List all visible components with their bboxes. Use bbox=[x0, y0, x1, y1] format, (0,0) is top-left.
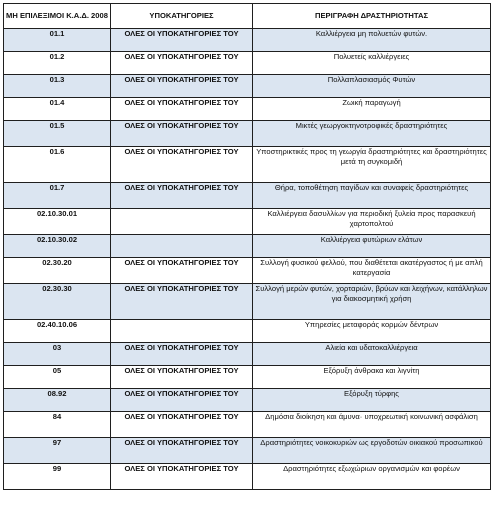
description-cell: Πολλαπλασιασμός Φυτών bbox=[253, 75, 491, 98]
code-cell: 97 bbox=[4, 438, 111, 464]
description-cell: Μικτές γεωργοκτηνοτροφικές δραστηριότητες bbox=[253, 121, 491, 147]
table-row bbox=[4, 412, 491, 438]
table-row bbox=[4, 320, 491, 343]
table-body bbox=[4, 29, 491, 490]
description-cell: Πολυετείς καλλιέργειες bbox=[253, 52, 491, 75]
description-cell: Δραστηριότητες νοικοκυριών ως εργοδοτών οικιακού προσωπικού bbox=[253, 438, 491, 464]
table-row bbox=[4, 284, 491, 320]
description-cell: Καλλιέργεια φυτώριων ελάτων bbox=[253, 235, 491, 258]
table-row bbox=[4, 343, 491, 366]
description-cell: Εξόρυξη τύρφης bbox=[253, 389, 491, 412]
description-cell: Δραστηριότητες εξωχώριων οργανισμών και φορέων bbox=[253, 464, 491, 490]
header-code: ΜΗ ΕΠΙΛΕΞΙΜΟΙ Κ.Α.Δ. 2008 bbox=[4, 4, 111, 29]
subcategory-cell: ΟΛΕΣ ΟΙ ΥΠΟΚΑΤΗΓΟΡΙΕΣ ΤΟΥ bbox=[111, 52, 253, 75]
table-row bbox=[4, 98, 491, 121]
table-row bbox=[4, 29, 491, 52]
subcategory-cell bbox=[111, 235, 253, 258]
code-cell: 05 bbox=[4, 366, 111, 389]
description-cell: Συλλογή φυσικού φελλού, που διαθέτεται ακατέργαστος ή με απλή κατεργασία bbox=[253, 258, 491, 284]
subcategory-cell bbox=[111, 209, 253, 235]
subcategory-cell: ΟΛΕΣ ΟΙ ΥΠΟΚΑΤΗΓΟΡΙΕΣ ΤΟΥ bbox=[111, 284, 253, 320]
description-cell: Αλιεία και υδατοκαλλιέργεια bbox=[253, 343, 491, 366]
code-cell: 02.10.30.02 bbox=[4, 235, 111, 258]
description-cell: Συλλογή μερών φυτών, χορταριών, βρύων και λειχήνων, κατάλληλων για διακοσμητική χρήση bbox=[253, 284, 491, 320]
document-page bbox=[3, 3, 491, 490]
description-cell: Δημόσια διοίκηση και άμυνα· υποχρεωτική κοινωνική ασφάλιση bbox=[253, 412, 491, 438]
description-cell: Ζωική παραγωγή bbox=[253, 98, 491, 121]
subcategory-cell: ΟΛΕΣ ΟΙ ΥΠΟΚΑΤΗΓΟΡΙΕΣ ΤΟΥ bbox=[111, 412, 253, 438]
header-description: ΠΕΡΙΓΡΑΦΗ ΔΡΑΣΤΗΡΙΟΤΗΤΑΣ bbox=[253, 4, 491, 29]
code-cell: 08.92 bbox=[4, 389, 111, 412]
subcategory-cell: ΟΛΕΣ ΟΙ ΥΠΟΚΑΤΗΓΟΡΙΕΣ ΤΟΥ bbox=[111, 121, 253, 147]
table-row bbox=[4, 258, 491, 284]
ineligible-kad-table bbox=[3, 3, 491, 490]
code-cell: 02.30.30 bbox=[4, 284, 111, 320]
header-subcategories: ΥΠΟΚΑΤΗΓΟΡΙΕΣ bbox=[111, 4, 253, 29]
code-cell: 01.5 bbox=[4, 121, 111, 147]
description-cell: Υποστηρικτικές προς τη γεωργία δραστηριότητες και δραστηριότητες μετά τη συγκομιδή bbox=[253, 147, 491, 183]
description-cell: Θήρα, τοποθέτηση παγίδων και συναφείς δραστηριότητες bbox=[253, 183, 491, 209]
table-row bbox=[4, 75, 491, 98]
table-row bbox=[4, 183, 491, 209]
code-cell: 99 bbox=[4, 464, 111, 490]
table-row bbox=[4, 438, 491, 464]
subcategory-cell: ΟΛΕΣ ΟΙ ΥΠΟΚΑΤΗΓΟΡΙΕΣ ΤΟΥ bbox=[111, 29, 253, 52]
description-cell: Υπηρεσίες μεταφοράς κορμών δέντρων bbox=[253, 320, 491, 343]
code-cell: 02.40.10.06 bbox=[4, 320, 111, 343]
description-cell: Καλλιέργεια μη πολυετών φυτών. bbox=[253, 29, 491, 52]
code-cell: 84 bbox=[4, 412, 111, 438]
table-row bbox=[4, 209, 491, 235]
table-row bbox=[4, 389, 491, 412]
subcategory-cell: ΟΛΕΣ ΟΙ ΥΠΟΚΑΤΗΓΟΡΙΕΣ ΤΟΥ bbox=[111, 366, 253, 389]
table-row bbox=[4, 464, 491, 490]
subcategory-cell: ΟΛΕΣ ΟΙ ΥΠΟΚΑΤΗΓΟΡΙΕΣ ΤΟΥ bbox=[111, 98, 253, 121]
code-cell: 01.3 bbox=[4, 75, 111, 98]
table-row bbox=[4, 121, 491, 147]
table-header-row bbox=[4, 4, 491, 29]
subcategory-cell: ΟΛΕΣ ΟΙ ΥΠΟΚΑΤΗΓΟΡΙΕΣ ΤΟΥ bbox=[111, 438, 253, 464]
subcategory-cell: ΟΛΕΣ ΟΙ ΥΠΟΚΑΤΗΓΟΡΙΕΣ ΤΟΥ bbox=[111, 464, 253, 490]
description-cell: Εξόρυξη άνθρακα και λιγνίτη bbox=[253, 366, 491, 389]
subcategory-cell: ΟΛΕΣ ΟΙ ΥΠΟΚΑΤΗΓΟΡΙΕΣ ΤΟΥ bbox=[111, 183, 253, 209]
subcategory-cell: ΟΛΕΣ ΟΙ ΥΠΟΚΑΤΗΓΟΡΙΕΣ ΤΟΥ bbox=[111, 389, 253, 412]
subcategory-cell: ΟΛΕΣ ΟΙ ΥΠΟΚΑΤΗΓΟΡΙΕΣ ΤΟΥ bbox=[111, 258, 253, 284]
table-row bbox=[4, 235, 491, 258]
table-row bbox=[4, 366, 491, 389]
code-cell: 01.2 bbox=[4, 52, 111, 75]
subcategory-cell: ΟΛΕΣ ΟΙ ΥΠΟΚΑΤΗΓΟΡΙΕΣ ΤΟΥ bbox=[111, 147, 253, 183]
code-cell: 02.30.20 bbox=[4, 258, 111, 284]
code-cell: 03 bbox=[4, 343, 111, 366]
code-cell: 01.7 bbox=[4, 183, 111, 209]
code-cell: 01.4 bbox=[4, 98, 111, 121]
code-cell: 02.10.30.01 bbox=[4, 209, 111, 235]
code-cell: 01.6 bbox=[4, 147, 111, 183]
subcategory-cell: ΟΛΕΣ ΟΙ ΥΠΟΚΑΤΗΓΟΡΙΕΣ ΤΟΥ bbox=[111, 343, 253, 366]
subcategory-cell: ΟΛΕΣ ΟΙ ΥΠΟΚΑΤΗΓΟΡΙΕΣ ΤΟΥ bbox=[111, 75, 253, 98]
code-cell: 01.1 bbox=[4, 29, 111, 52]
table-row bbox=[4, 52, 491, 75]
description-cell: Καλλιέργεια δασυλλίων για περιοδική ξυλεία προς παρασκευή χαρτοπολτού bbox=[253, 209, 491, 235]
subcategory-cell bbox=[111, 320, 253, 343]
table-row bbox=[4, 147, 491, 183]
